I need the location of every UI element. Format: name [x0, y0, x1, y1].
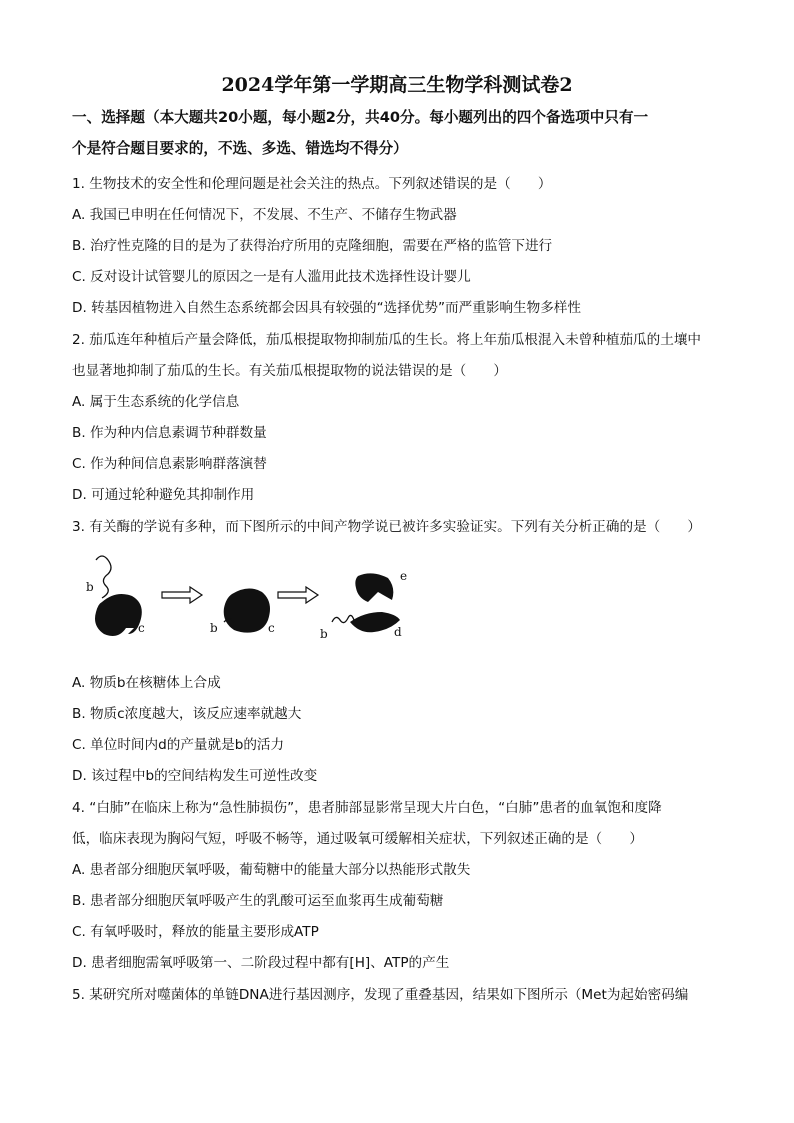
q2-option-a: A. 属于生态系统的化学信息: [72, 394, 240, 410]
q2-option-d: D. 可通过轮种避免其抑制作用: [72, 487, 255, 503]
label-b-3: b: [320, 627, 328, 641]
enzyme-diagram: [82, 546, 422, 646]
q3-option-c: C. 单位时间内d的产量就是b的活力: [72, 737, 285, 753]
arrow-2: [278, 587, 318, 603]
arrow-1: [162, 587, 202, 603]
q3-option-a: A. 物质b在核糖体上合成: [72, 675, 221, 691]
released-b-wavy: [332, 615, 354, 622]
q4-option-a: A. 患者部分细胞厌氧呼吸，葡萄糖中的能量大部分以热能形式散失: [72, 862, 471, 878]
q2-stem-line-2: 也显著地抑制了茄瓜的生长。有关茄瓜根提取物的说法错误的是（ ）: [72, 363, 507, 379]
product-d-shape: [350, 612, 400, 632]
q1-stem: 1. 生物技术的安全性和伦理问题是社会关注的热点。下列叙述错误的是（ ）: [72, 176, 552, 192]
q1-option-c: C. 反对设计试管婴儿的原因之一是有人滥用此技术选择性设计婴儿: [72, 269, 471, 285]
page-title: 2024学年第一学期高三生物学科测试卷2: [221, 74, 573, 96]
section-heading-line-1: 一、选择题（本大题共20小题，每小题2分，共40分。每小题列出的四个备选项中只有一: [72, 109, 649, 126]
q4-option-b: B. 患者部分细胞厌氧呼吸产生的乳酸可运至血浆再生成葡萄糖: [72, 893, 444, 909]
q2-option-b: B. 作为种内信息素调节种群数量: [72, 425, 267, 441]
q1-option-d: D. 转基因植物进入自然生态系统都会因具有较强的“选择优势”而严重影响生物多样性: [72, 300, 581, 316]
label-c-2: c: [268, 621, 275, 635]
q5-stem-line-1: 5. 某研究所对噬菌体的单链DNA进行基因测序，发现了重叠基因，结果如下图所示（Met为起始密码编: [72, 987, 689, 1003]
label-b-2: b: [210, 621, 218, 635]
q2-option-c: C. 作为种间信息素影响群落演替: [72, 456, 267, 472]
q4-stem-line-1: 4. “白肺”在临床上称为“急性肺损伤”，患者肺部显影常呈现大片白色，“白肺”患者的血氧饱和度降: [72, 800, 662, 816]
q1-option-a: A. 我国已申明在任何情况下，不发展、不生产、不储存生物武器: [72, 207, 457, 223]
section-heading: [72, 102, 727, 164]
q3-option-d: D. 该过程中b的空间结构发生可逆性改变: [72, 768, 318, 784]
label-d: d: [394, 625, 402, 639]
q4-option-d: D. 患者细胞需氧呼吸第一、二阶段过程中都有[H]、ATP的产生: [72, 955, 450, 971]
q1-option-b: B. 治疗性克隆的目的是为了获得治疗所用的克隆细胞，需要在严格的监管下进行: [72, 238, 553, 254]
label-e: e: [400, 569, 408, 583]
section-heading-line-2: 个是符合题目要求的，不选、多选、错选均不得分）: [72, 140, 408, 157]
q4-option-c: C. 有氧呼吸时，释放的能量主要形成ATP: [72, 924, 319, 940]
q2-stem-line-1: 2. 茄瓜连年种植后产量会降低，茄瓜根提取物抑制茄瓜的生长。将上年茄瓜根混入未曾种植茄瓜的土壤中: [72, 332, 702, 348]
q4-stem-line-2: 低，临床表现为胸闷气短，呼吸不畅等，通过吸氧可缓解相关症状，下列叙述正确的是（ ）: [72, 831, 643, 847]
enzyme-c-shape: [95, 594, 142, 636]
q3-stem: 3. 有关酶的学说有多种，而下图所示的中间产物学说已被许多实验证实。下列有关分析正确的是（ ）: [72, 519, 702, 535]
q3-option-b: B. 物质c浓度越大，该反应速率就越大: [72, 706, 302, 722]
enzyme-intermediate-figure: [82, 546, 422, 646]
product-e-shape: [355, 573, 393, 602]
label-b-1: b: [86, 580, 94, 594]
label-c-1: c: [138, 621, 145, 635]
substrate-b-wavy: [96, 556, 111, 598]
complex-shape: [224, 588, 270, 632]
